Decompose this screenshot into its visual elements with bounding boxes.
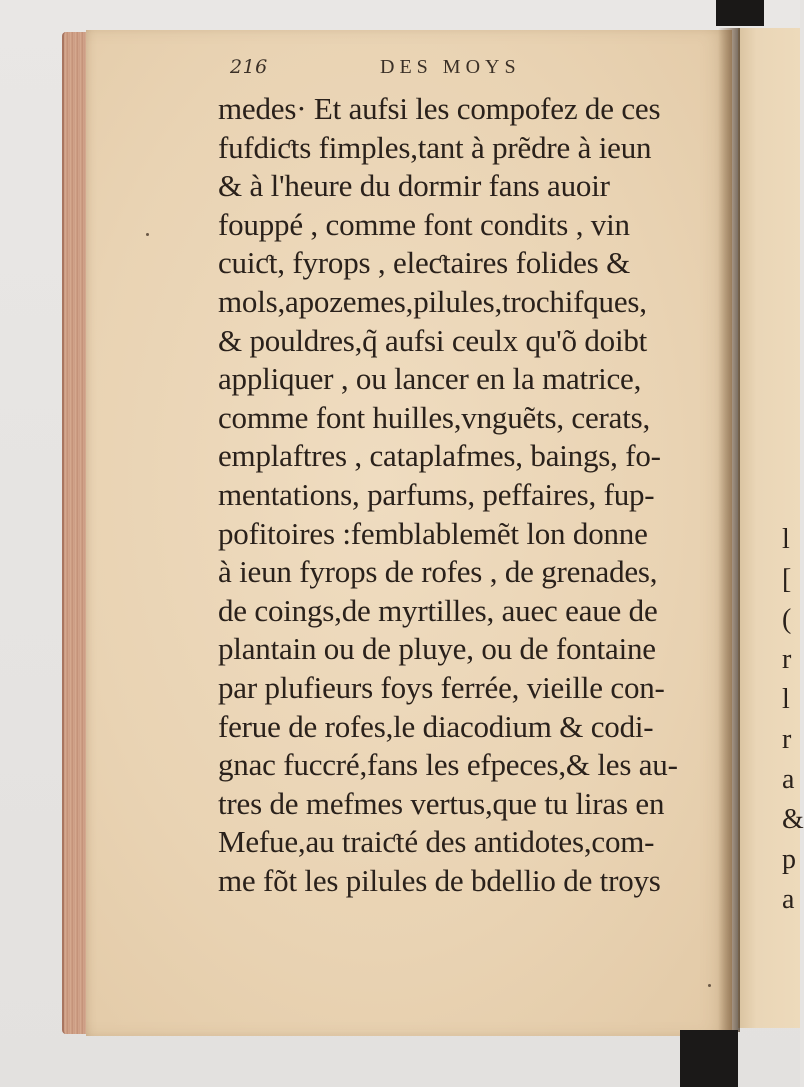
text-line: fouppé , comme font condits , vin: [218, 206, 630, 242]
text-line: fufdiƈts fimples,tant à prẽdre à ieun: [218, 129, 652, 165]
text-line: plantain ou de pluye, ou de fontaine: [218, 631, 656, 667]
ink-speck: [708, 984, 711, 987]
text-line: gnac fuccré,fans les efpeces,& les au-: [218, 747, 678, 783]
spine-ribbon-top: [716, 0, 764, 26]
text-line: par plufieurs foys ferrée, vieille con-: [218, 669, 665, 705]
text-line: & à l'heure du dormir fans auoir: [218, 168, 610, 204]
facing-letter: p: [782, 844, 796, 875]
text-line: comme font huilles,vnguẽts, cerats,: [218, 399, 651, 435]
page-header: [230, 56, 690, 86]
text-line: me fõt les pilules de bdellio de troys: [218, 862, 661, 898]
text-line: mentations, parfums, peffaires, fup-: [218, 476, 655, 512]
spine-ribbon-bottom: [680, 1030, 738, 1087]
text-line: ferue de rofes,le diacodium & codi-: [218, 708, 654, 744]
facing-letter: a: [782, 764, 795, 795]
facing-letter: (: [782, 604, 792, 635]
facing-letter: r: [782, 724, 792, 755]
running-head: DES MOYS: [380, 56, 521, 78]
text-line: de coings,de myrtilles, auec eaue de: [218, 592, 658, 628]
body-text: [218, 90, 688, 900]
text-line: & pouldres,q̃ aufsi ceulx qu'õ doibt: [218, 322, 648, 358]
facing-letter: r: [782, 644, 792, 675]
page-number: 216: [230, 56, 268, 78]
text-line: tres de mefmes vertus,que tu liras en: [218, 785, 665, 821]
text-line: à ieun fyrops de rofes , de grenades,: [218, 554, 658, 590]
facing-page-text: [782, 520, 804, 920]
ink-speck: [146, 233, 149, 236]
text-line: cuiƈt, fyrops , eleƈtaires folides &: [218, 245, 631, 281]
facing-letter: l: [782, 524, 790, 555]
text-line: pofitoires :femblablemẽt lon donne: [218, 515, 648, 551]
gutter-shadow: [718, 28, 740, 1032]
text-line: Mefue,au traiƈté des antidotes,com-: [218, 824, 655, 860]
facing-letter: a: [782, 884, 795, 915]
text-line: emplaftres , cataplafmes, baings, fo-: [218, 438, 661, 474]
text-line: appliquer , ou lancer en la matrice,: [218, 361, 642, 397]
text-line: mols,apozemes,pilules,trochifques,: [218, 283, 647, 319]
facing-letter: &: [782, 804, 804, 835]
facing-letter: l: [782, 684, 790, 715]
facing-letter: [: [782, 564, 792, 595]
text-line: medes· Et aufsi les compofez de ces: [218, 91, 661, 126]
